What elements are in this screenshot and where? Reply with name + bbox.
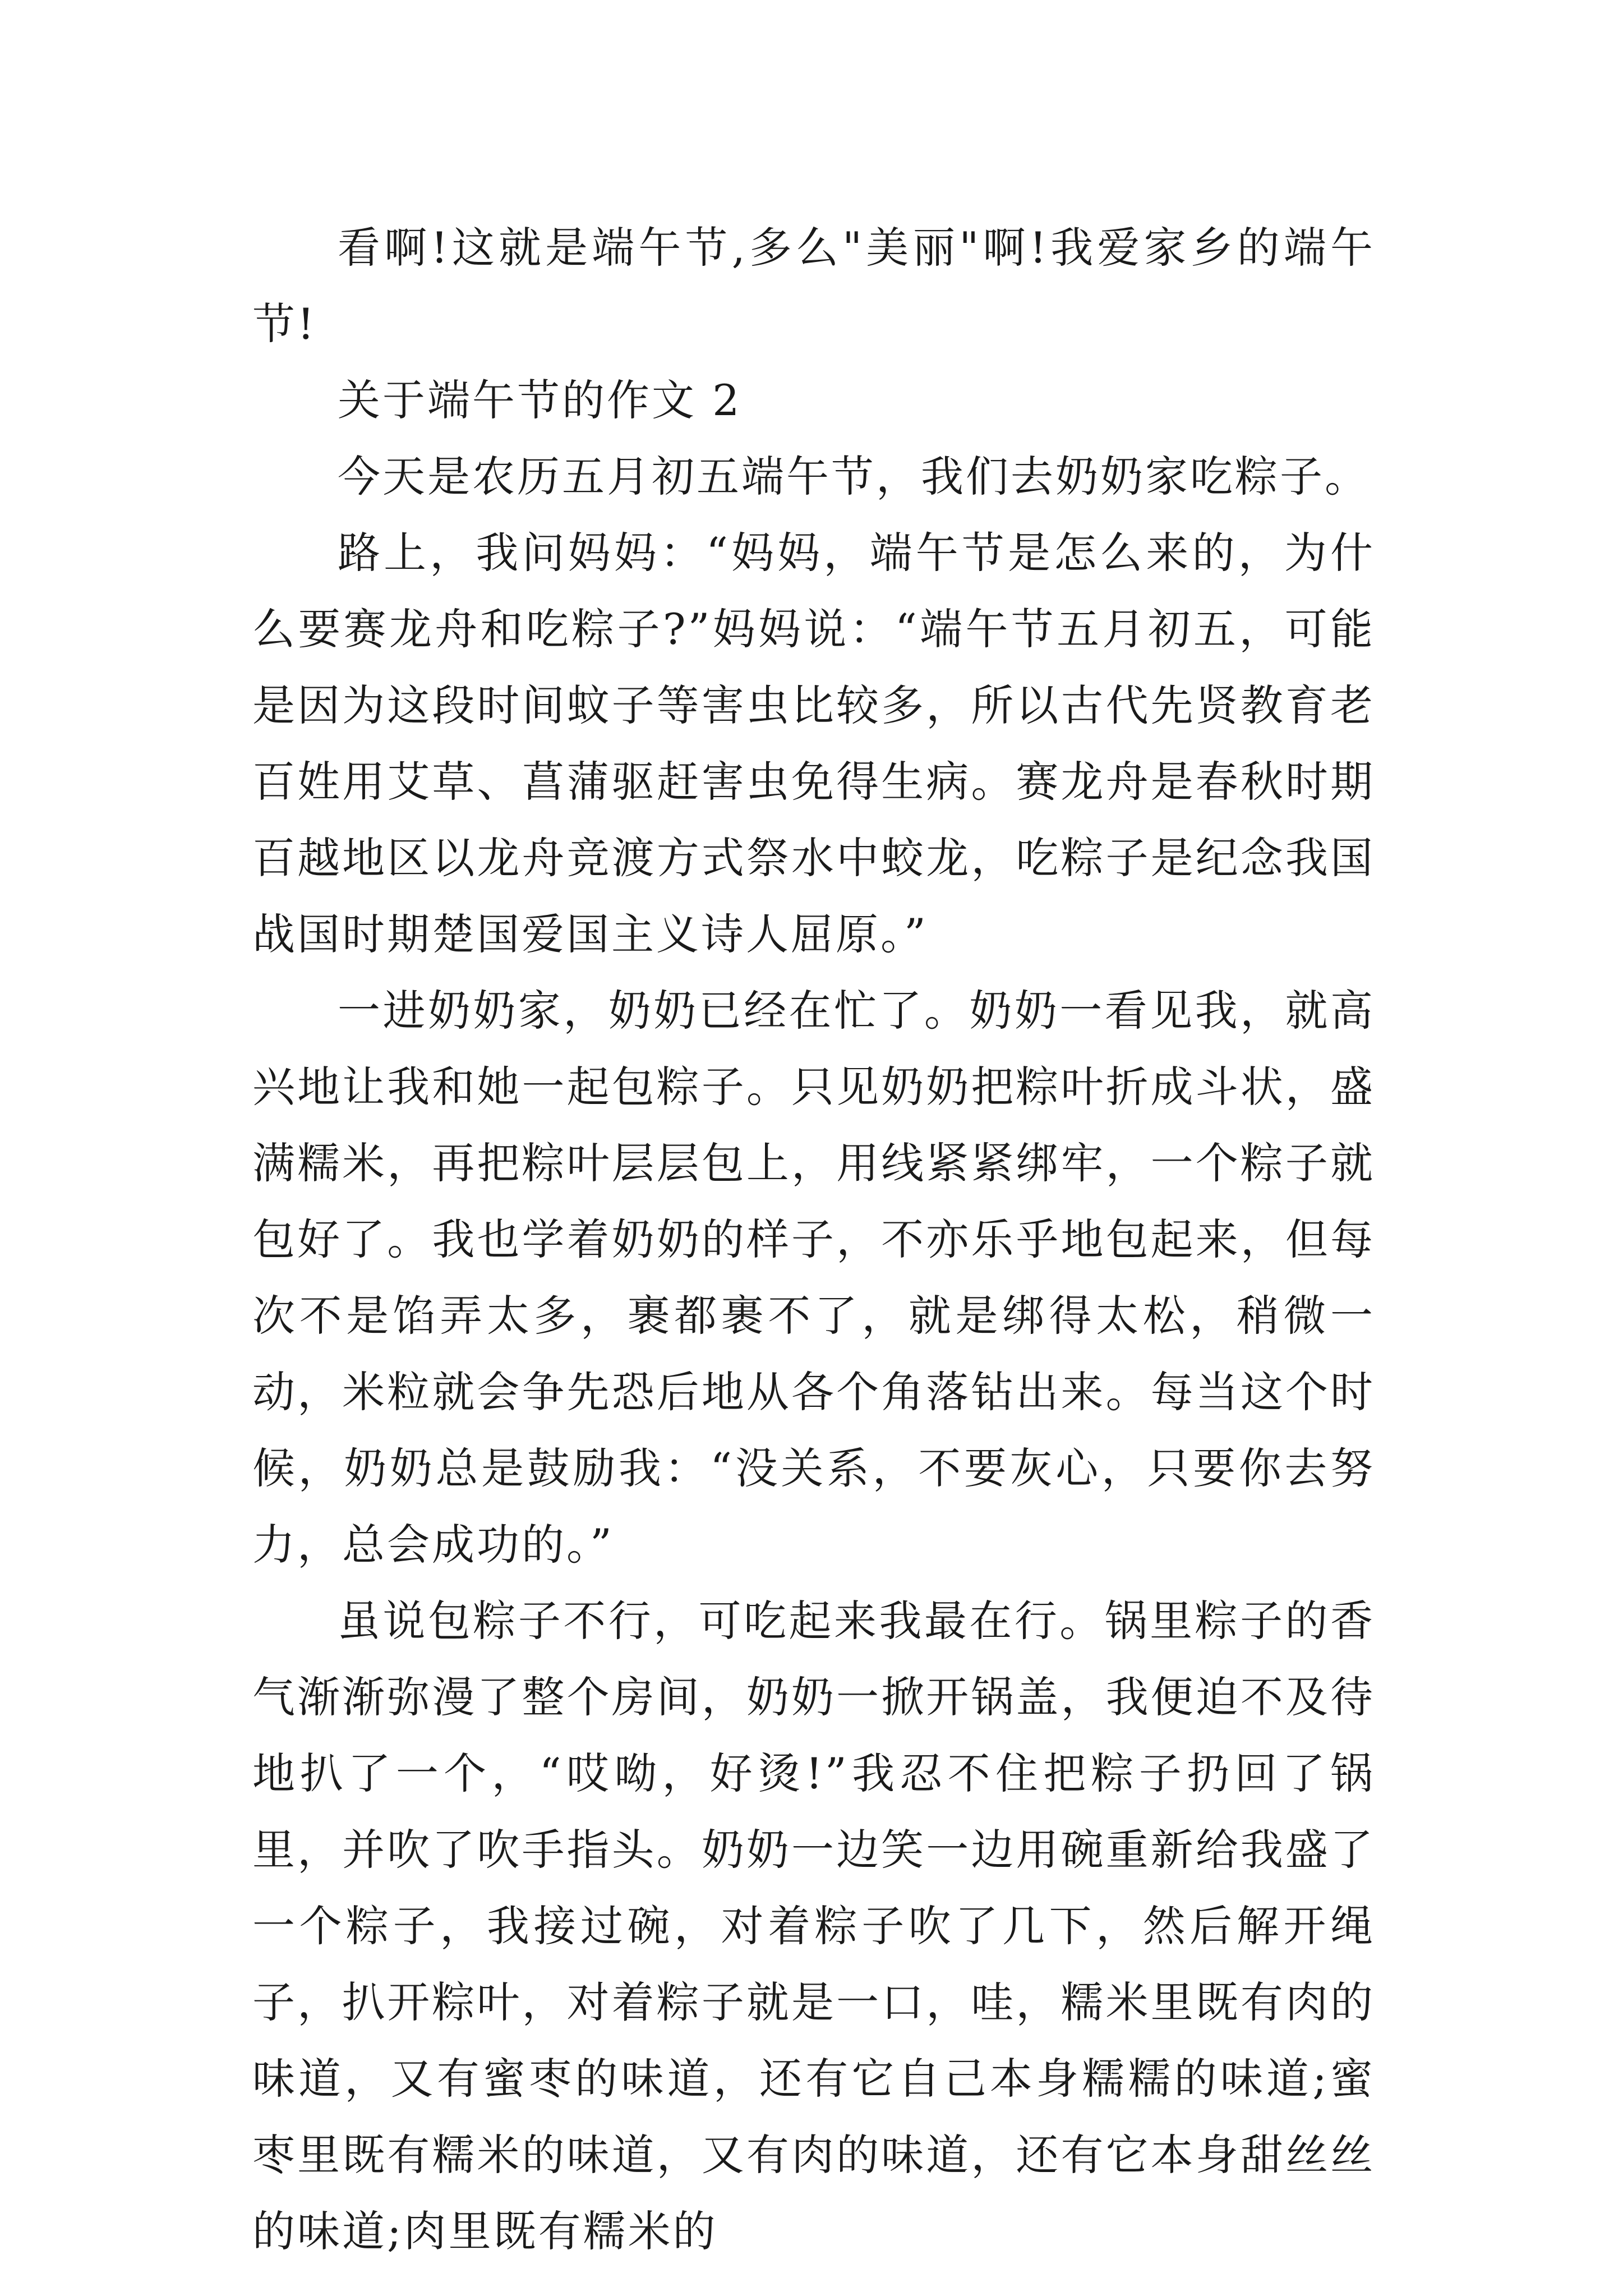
paragraph-closing-line: 看啊!这就是端午节,多么"美丽"啊!我爱家乡的端午节! (252, 223, 1375, 349)
paragraph-making-zongzi: 一进奶奶家，奶奶已经在忙了。奶奶一看见我，就高兴地让我和她一起包粽子。只见奶奶把粽叶折成斗状，盛满糯米，再把粽叶层层包上，用线紧紧绑牢，一个粽子就包好了。我也学着奶奶的样子，不亦乐乎地包起来，但每次不是馅弄太多，裹都裹不了，就是绑得太松，稍微一动，米粒就会争先恐后地从各个角落钻出来。每当这个时候，奶奶总是鼓励我：“没关系，不要灰心，只要你去努力，总会成功的。” (252, 986, 1375, 1570)
paragraph-eating-zongzi: 虽说包粽子不行，可吃起来我最在行。锅里粽子的香气渐渐弥漫了整个房间，奶奶一掀开锅盖，我便迫不及待地扒了一个，“哎呦，好烫!”我忍不住把粽子扔回了锅里，并吹了吹手指头。奶奶一边笑一边用碗重新给我盛了一个粽子，我接过碗，对着粽子吹了几下，然后解开绳子，扒开粽叶，对着粽子就是一口，哇，糯米里既有肉的味道，又有蜜枣的味道，还有它自己本身糯糯的味道;蜜枣里既有糯米的味道，又有肉的味道，还有它本身甜丝丝的味道;肉里既有糯米的 (252, 1596, 1375, 2256)
essay-title: 关于端午节的作文 2 (338, 375, 742, 425)
paragraph-on-the-road: 路上，我问妈妈：“妈妈，端午节是怎么来的，为什么要赛龙舟和吃粽子?”妈妈说：“端午节五月初五，可能是因为这段时间蚊子等害虫比较多，所以古代先贤教育老百姓用艾草、菖蒲驱赶害虫免得生病。赛龙舟是春秋时期百越地区以龙舟竞渡方式祭水中蛟龙，吃粽子是纪念我国战国时期楚国爱国主义诗人屈原。” (252, 528, 1375, 959)
paragraph-intro: 今天是农历五月初五端午节，我们去奶奶家吃粽子。 (338, 452, 1370, 501)
document-body (252, 210, 1375, 2270)
